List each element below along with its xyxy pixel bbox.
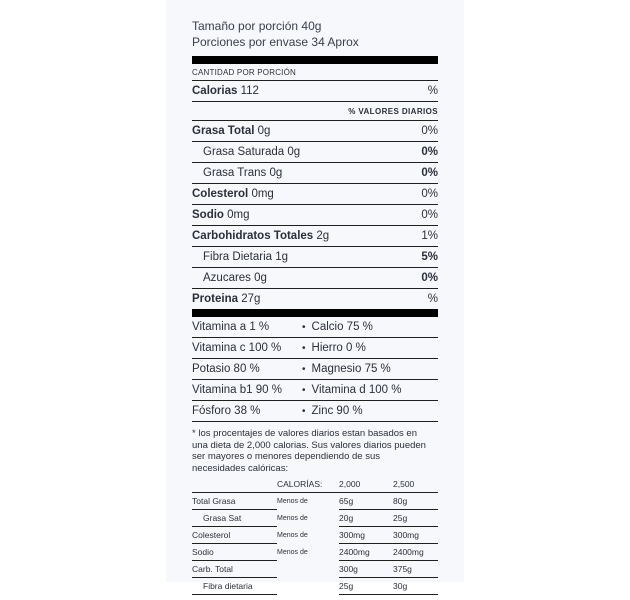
bullet-icon: •: [302, 321, 306, 333]
thick-divider: [192, 309, 438, 317]
thick-divider: [192, 56, 438, 64]
calorie-table-row: Total Grasa Menos de 65g 80g: [192, 493, 438, 510]
servings-per-container: Porciones por envase 34 Aprox: [192, 35, 359, 49]
calorie-reference-table: [192, 476, 438, 595]
nutrient-row-protein: Proteina 27g %: [192, 293, 438, 305]
nutrient-row-fiber: Fibra Dietaria 1g 5%: [192, 247, 438, 268]
nutrition-facts-label: [192, 18, 438, 595]
vitamin-row: Fósforo 38 % • Zinc 90 %: [192, 401, 438, 422]
calories-row: [192, 81, 438, 102]
calorie-table-row: Fibra dietaria 25g 30g: [192, 578, 438, 595]
serving-size: Tamaño por porción 40g: [192, 19, 322, 33]
nutrient-row-saturated-fat: Grasa Saturada 0g 0%: [192, 142, 438, 163]
vitamin-row: Potasio 80 % • Magnesio 75 %: [192, 359, 438, 380]
calorie-table-row: Colesterol Menos de 300mg 300mg: [192, 527, 438, 544]
bullet-icon: •: [302, 405, 306, 417]
vitamin-row: Vitamina c 100 % • Hierro 0 %: [192, 338, 438, 359]
daily-values-footnote: * los procentajes de valores diarios estan basados en una dieta de 2,000 calorias. Sus valores diarios pueden ser mayores o menores dependiendo de sus necesidades calóricas:: [192, 428, 426, 474]
nutrient-row-sodium: Sodio 0mg 0%: [192, 205, 438, 226]
bullet-icon: •: [302, 363, 306, 375]
bullet-icon: •: [302, 384, 306, 396]
nutrient-row-total-fat: Grasa Total 0g 0%: [192, 121, 438, 142]
calorie-table-header: CALORÍAS: 2,000 2,500: [192, 476, 438, 493]
calories-label: Calorias: [192, 85, 238, 97]
nutrient-row-trans-fat: Grasa Trans 0g 0%: [192, 163, 438, 184]
daily-values-header: % VALORES DIARIOS: [192, 102, 438, 121]
calorie-table-row: Sodio Menos de 2400mg 2400mg: [192, 544, 438, 561]
nutrient-row-sugars: Azucares 0g 0%: [192, 268, 438, 289]
vitamin-row: Vitamina a 1 % • Calcio 75 %: [192, 317, 438, 338]
bullet-icon: •: [302, 342, 306, 354]
calorie-table-row: Carb. Total 300g 375g: [192, 561, 438, 578]
calories-pct: %: [427, 85, 438, 97]
nutrient-row-carbohydrates: Carbohidratos Totales 2g 1%: [192, 226, 438, 247]
nutrient-row-cholesterol: Colesterol 0mg 0%: [192, 184, 438, 205]
calorie-table-row: Grasa Sat Menos de 20g 25g: [192, 510, 438, 527]
amount-per-serving-header: CANTIDAD POR PORCIÓN: [192, 64, 438, 81]
vitamin-row: Vitamina b1 90 % • Vitamina d 100 %: [192, 380, 438, 401]
calories-value: 112: [240, 85, 259, 97]
